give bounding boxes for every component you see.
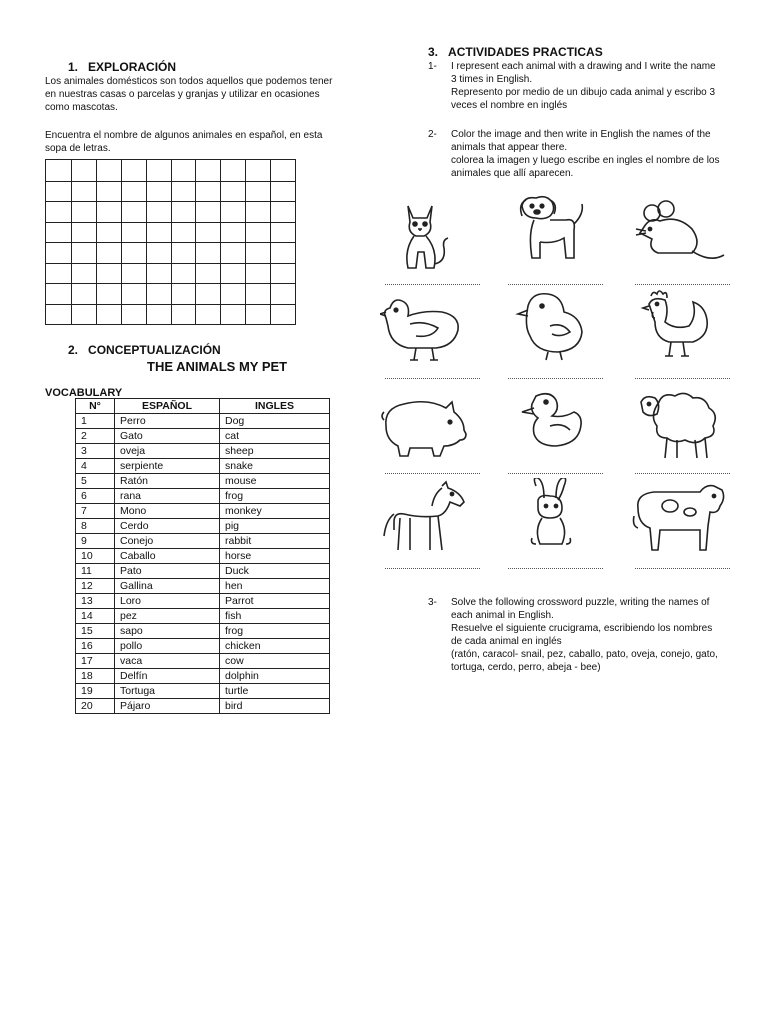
vocabulary-label: VOCABULARY [45, 387, 123, 399]
rooster-icon [635, 286, 725, 364]
table-header-row [76, 399, 330, 414]
row-spanish: oveja [115, 444, 220, 459]
row-number: 2 [76, 429, 115, 444]
dog-icon [510, 190, 600, 268]
section3-title: ACTIVIDADES PRACTICAS [448, 45, 603, 59]
row-english: hen [220, 579, 330, 594]
header-english: INGLES [220, 399, 330, 414]
grid-line-horizontal [46, 201, 295, 202]
row-english: Parrot [220, 594, 330, 609]
row-spanish: serpiente [115, 459, 220, 474]
section2-title: CONCEPTUALIZACIÓN [88, 343, 221, 357]
row-number: 8 [76, 519, 115, 534]
row-number: 1 [76, 414, 115, 429]
section3-heading [428, 45, 603, 59]
table-row [76, 504, 330, 519]
row-english: turtle [220, 684, 330, 699]
grid-line-horizontal [46, 242, 295, 243]
rabbit-icon [510, 478, 600, 556]
pig-icon [380, 390, 470, 468]
row-english: dolphin [220, 669, 330, 684]
page-subtitle: THE ANIMALS MY PET [147, 359, 288, 374]
table-row [76, 489, 330, 504]
answer-line[interactable] [635, 568, 730, 569]
table-row [76, 669, 330, 684]
row-spanish: Mono [115, 504, 220, 519]
table-row [76, 444, 330, 459]
row-number: 13 [76, 594, 115, 609]
row-english: sheep [220, 444, 330, 459]
sheep-icon [635, 386, 725, 464]
section2-heading [68, 343, 221, 357]
section1-instruction: Encuentra el nombre de algunos animales en español, en esta sopa de letras. [45, 130, 323, 154]
table-row [76, 654, 330, 669]
row-number: 4 [76, 459, 115, 474]
row-english: Duck [220, 564, 330, 579]
row-spanish: Conejo [115, 534, 220, 549]
row-english: snake [220, 459, 330, 474]
row-number: 6 [76, 489, 115, 504]
row-number: 16 [76, 639, 115, 654]
activity-1-spanish: Represento por medio de un dibujo cada animal y escribo 3 veces el nombre en inglés [451, 87, 716, 111]
cat-icon [380, 198, 470, 276]
activity-1-english: I represent each animal with a drawing and I write the name 3 times in English. [451, 61, 716, 85]
answer-line[interactable] [385, 284, 480, 285]
row-spanish: Ratón [115, 474, 220, 489]
row-english: cow [220, 654, 330, 669]
row-english: frog [220, 624, 330, 639]
table-row [76, 414, 330, 429]
grid-line-horizontal [46, 263, 295, 264]
row-english: bird [220, 699, 330, 714]
answer-line[interactable] [635, 473, 730, 474]
section3-number: 3. [428, 45, 439, 59]
row-english: frog [220, 489, 330, 504]
answer-line[interactable] [635, 378, 730, 379]
answer-line[interactable] [635, 284, 730, 285]
animal-coloring-grid [380, 188, 740, 578]
activity-2-number: 2- [428, 129, 437, 140]
row-number: 12 [76, 579, 115, 594]
activity-3-spanish: Resuelve el siguiente crucigrama, escribiendo los nombres de cada animal en inglés [451, 623, 713, 647]
row-number: 11 [76, 564, 115, 579]
section1-paragraph: Los animales domésticos son todos aquellos que podemos tener en nuestras casas o parcelas y granjas y utilizar en ocasiones como mascotas. [45, 76, 333, 113]
section2-number: 2. [68, 343, 79, 357]
row-spanish: Perro [115, 414, 220, 429]
row-number: 15 [76, 624, 115, 639]
row-spanish: Caballo [115, 549, 220, 564]
activity-3-english: Solve the following crossword puzzle, writing the names of each animal in English. [451, 597, 710, 621]
row-spanish: Cerdo [115, 519, 220, 534]
duck-icon [510, 386, 600, 464]
header-spanish: ESPAÑOL [115, 399, 220, 414]
table-row [76, 429, 330, 444]
chick-icon [510, 286, 600, 364]
answer-line[interactable] [508, 568, 603, 569]
row-english: cat [220, 429, 330, 444]
table-row [76, 579, 330, 594]
row-english: fish [220, 609, 330, 624]
table-row [76, 474, 330, 489]
row-number: 19 [76, 684, 115, 699]
table-row [76, 459, 330, 474]
row-spanish: rana [115, 489, 220, 504]
activity-3-text [451, 596, 723, 674]
row-english: Dog [220, 414, 330, 429]
row-spanish: Pájaro [115, 699, 220, 714]
row-english: horse [220, 549, 330, 564]
grid-line-horizontal [46, 181, 295, 182]
hen-icon [380, 290, 470, 368]
row-number: 3 [76, 444, 115, 459]
table-row [76, 519, 330, 534]
row-number: 18 [76, 669, 115, 684]
section1-heading [68, 60, 176, 74]
row-english: chicken [220, 639, 330, 654]
table-row [76, 609, 330, 624]
horse-icon [380, 480, 470, 558]
row-english: monkey [220, 504, 330, 519]
answer-line[interactable] [508, 378, 603, 379]
activity-1-number: 1- [428, 61, 437, 72]
answer-line[interactable] [385, 378, 480, 379]
grid-line-horizontal [46, 283, 295, 284]
row-spanish: Gato [115, 429, 220, 444]
answer-line[interactable] [385, 568, 480, 569]
grid-line-horizontal [46, 222, 295, 223]
activity-2-english: Color the image and then write in English the names of the animals that appear there. [451, 129, 711, 153]
row-number: 7 [76, 504, 115, 519]
row-number: 5 [76, 474, 115, 489]
section1-title: EXPLORACIÓN [88, 60, 177, 74]
activity-3-word-list: (ratón, caracol- snail, pez, caballo, pato, oveja, conejo, gato, tortuga, cerdo, perro, abeja - bee) [451, 649, 718, 673]
cow-icon [630, 480, 720, 558]
table-row [76, 594, 330, 609]
row-spanish: Pato [115, 564, 220, 579]
answer-line[interactable] [508, 284, 603, 285]
answer-line[interactable] [385, 473, 480, 474]
grid-line-horizontal [46, 304, 295, 305]
vocabulary-table [75, 398, 330, 714]
table-row [76, 639, 330, 654]
row-spanish: Tortuga [115, 684, 220, 699]
activity-2-text [451, 128, 723, 180]
word-search-grid [45, 159, 296, 325]
table-row [76, 684, 330, 699]
row-english: pig [220, 519, 330, 534]
row-spanish: vaca [115, 654, 220, 669]
row-spanish: pollo [115, 639, 220, 654]
activity-3-number: 3- [428, 597, 437, 608]
row-spanish: pez [115, 609, 220, 624]
table-row [76, 534, 330, 549]
table-row [76, 564, 330, 579]
row-number: 17 [76, 654, 115, 669]
table-row [76, 549, 330, 564]
section1-number: 1. [68, 60, 79, 74]
row-spanish: Gallina [115, 579, 220, 594]
table-row [76, 624, 330, 639]
row-number: 20 [76, 699, 115, 714]
row-spanish: Loro [115, 594, 220, 609]
row-english: mouse [220, 474, 330, 489]
row-spanish: Delfín [115, 669, 220, 684]
row-number: 10 [76, 549, 115, 564]
table-row [76, 699, 330, 714]
row-number: 14 [76, 609, 115, 624]
activity-1-text [451, 60, 723, 112]
mouse-icon [630, 193, 720, 271]
row-number: 9 [76, 534, 115, 549]
answer-line[interactable] [508, 473, 603, 474]
header-number: N° [76, 399, 115, 414]
row-spanish: sapo [115, 624, 220, 639]
row-english: rabbit [220, 534, 330, 549]
activity-2-spanish: colorea la imagen y luego escribe en ingles el nombre de los animales que allí aparecen. [451, 155, 720, 179]
